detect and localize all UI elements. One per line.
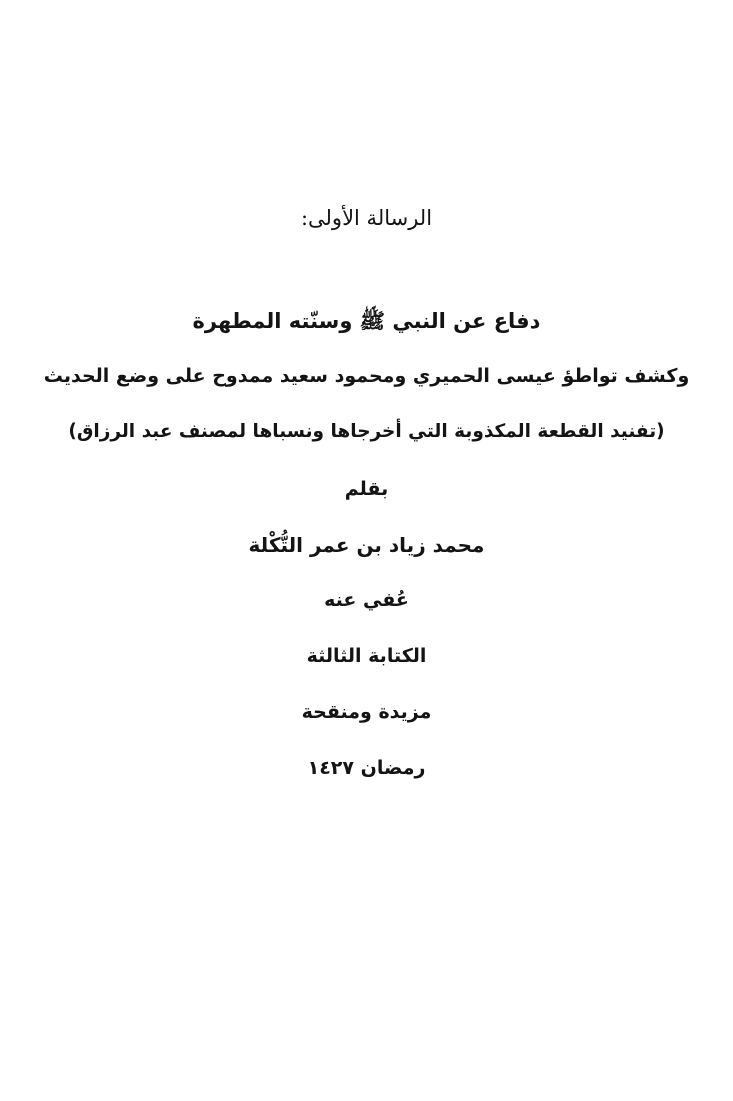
revision-note: مزيدة ومنقحة: [301, 701, 432, 723]
publication-date: رمضان ١٤٢٧: [307, 757, 426, 779]
document-subtitle-parenthetical: (تفنيد القطعة المكذوبة التي أخرجاها ونسباها لمصنف عبد الرزاق): [68, 421, 665, 442]
document-title: دفاع عن النبي ﷺ وسنّته المطهرة: [192, 309, 541, 333]
edition-label: الكتابة الثالثة: [306, 645, 427, 667]
byline-label: بقلم: [344, 478, 389, 500]
author-name: محمد زياد بن عمر التُّكْلة: [248, 533, 485, 557]
section-heading: الرسالة الأولى:: [300, 206, 433, 230]
author-blessing: عُفي عنه: [324, 589, 409, 611]
document-subtitle: وكشف تواطؤ عيسى الحميري ومحمود سعيد ممدوح على وضع الحديث: [43, 365, 690, 387]
